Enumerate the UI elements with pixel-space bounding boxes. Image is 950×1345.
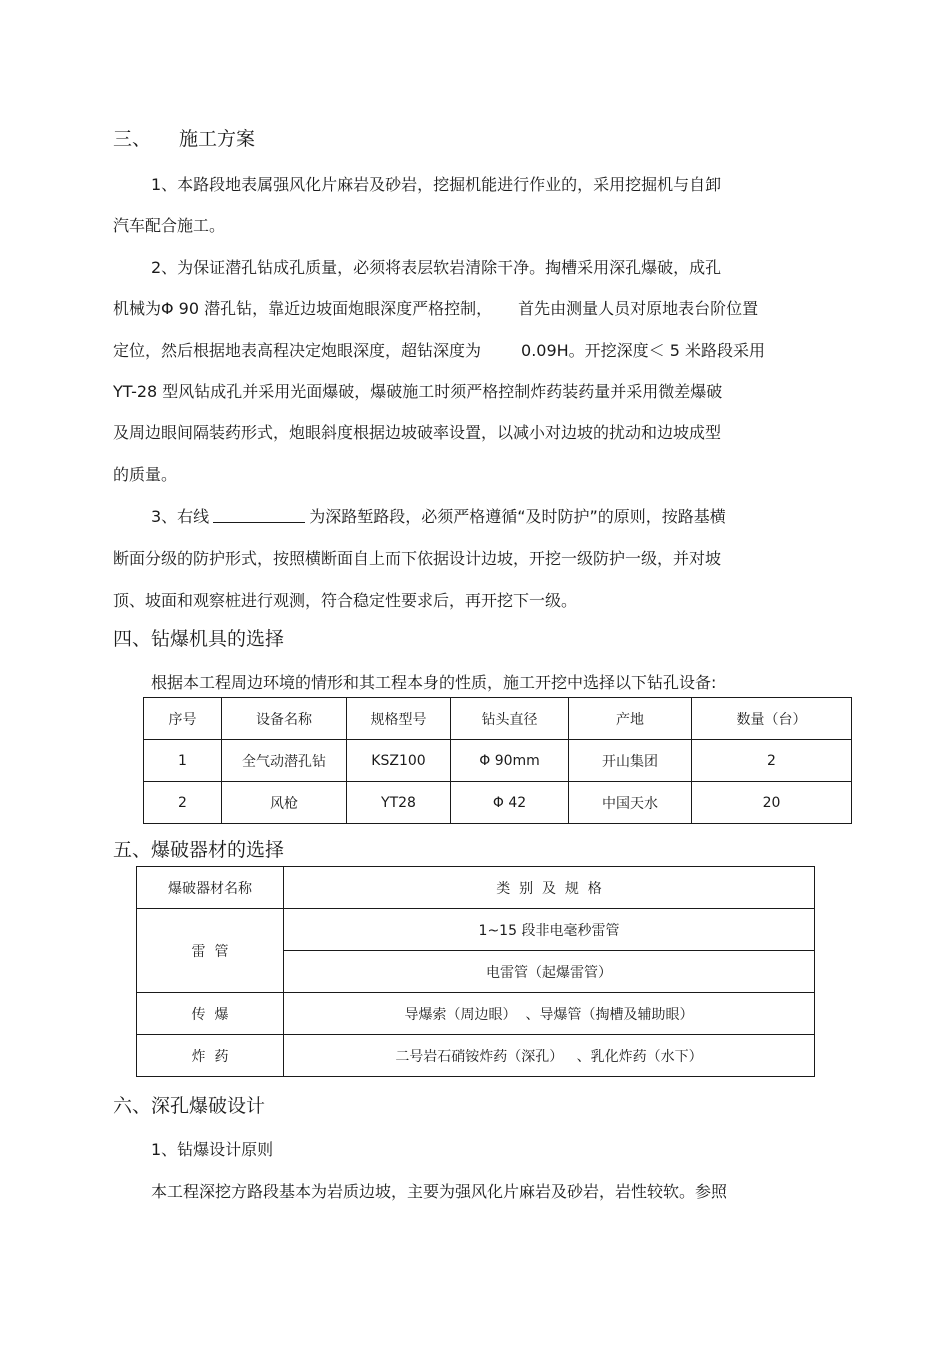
cell-index: 2	[144, 782, 222, 824]
s3-p3-line3: 顶、坡面和观察桩进行观测，符合稳定性要求后，再开挖下一级。	[113, 591, 578, 610]
section3-heading-text: 施工方案	[179, 128, 256, 150]
cell-origin: 中国天水	[569, 782, 692, 824]
table-row	[144, 740, 852, 782]
cell-explosive-spec: 二号岩石硝铵炸药（深孔） 、乳化炸药（水下）	[284, 1035, 815, 1077]
s3-p2-line1: 2、为保证潜孔钻成孔质量，必须将表层软岩清除干净。掏槽采用深孔爆破，成孔	[151, 258, 722, 277]
table-header-row	[137, 867, 815, 909]
s3-p3-line2: 断面分级的防护形式，按照横断面自上而下依据设计边坡，开挖一级防护一级，并对坡	[113, 549, 722, 568]
cell-explosive: 炸 药	[137, 1035, 284, 1077]
s3-p2-line5: 及周边眼间隔装药形式，炮眼斜度根据边坡破率设置，以减小对边坡的扰动和边坡成型	[113, 423, 722, 442]
section6-p1: 本工程深挖方路段基本为岩质边坡，主要为强风化片麻岩及砂岩，岩性较软。参照	[151, 1182, 728, 1201]
header-category-spec: 类 别 及 规 格	[284, 867, 815, 909]
section6-heading: 六、深孔爆破设计	[113, 1095, 266, 1117]
section5-heading: 五、爆破器材的选择	[113, 839, 285, 861]
cell-equipment: 风枪	[222, 782, 347, 824]
cell-transmission-spec: 导爆索（周边眼） 、导爆管（掏槽及辅助眼）	[284, 993, 815, 1035]
table-row	[144, 782, 852, 824]
s3-p3-line1b: 为深路堑路段，必须严格遵循“及时防护”的原则，按路基横	[309, 507, 726, 526]
cell-bit-diameter: Φ 90mm	[451, 740, 569, 782]
s3-p3-line1a: 3、右线	[151, 507, 210, 526]
section4-intro: 根据本工程周边环境的情形和其工程本身的性质，施工开挖中选择以下钻孔设备:	[151, 673, 717, 692]
section6-sub1: 1、钻爆设计原则	[151, 1140, 274, 1159]
s3-p2-line3	[113, 340, 765, 362]
header-material-name: 爆破器材名称	[137, 867, 284, 909]
header-cell: 数量（台）	[692, 698, 852, 740]
s3-p2-line4: YT-28 型风钻成孔并采用光面爆破，爆破施工时须严格控制炸药装药量并采用微差爆破	[113, 382, 723, 401]
header-cell: 设备名称	[222, 698, 347, 740]
cell-quantity: 2	[692, 740, 852, 782]
s3-p2-line2a: 机械为Φ 90 潜孔钻，靠近边坡面炮眼深度严格控制，	[113, 299, 493, 318]
header-cell: 规格型号	[347, 698, 451, 740]
header-cell: 产地	[569, 698, 692, 740]
s3-p2-line2	[113, 298, 758, 320]
header-cell: 钻头直径	[451, 698, 569, 740]
cell-bit-diameter: Φ 42	[451, 782, 569, 824]
cell-transmission: 传 爆	[137, 993, 284, 1035]
s3-p2-line3a: 定位，然后根据地表高程决定炮眼深度，超钻深度为	[113, 341, 482, 360]
cell-index: 1	[144, 740, 222, 782]
cell-detonator: 雷 管	[137, 909, 284, 993]
drilling-equipment-table	[143, 697, 852, 824]
fill-in-blank	[213, 507, 305, 523]
cell-quantity: 20	[692, 782, 852, 824]
blasting-materials-table	[136, 866, 815, 1077]
table-row	[137, 1035, 815, 1077]
s3-p1-line2: 汽车配合施工。	[113, 216, 226, 235]
s3-p1-line1: 1、本路段地表属强风化片麻岩及砂岩，挖掘机能进行作业的，采用挖掘机与自卸	[151, 175, 722, 194]
cell-model: YT28	[347, 782, 451, 824]
s3-p2-line2b: 首先由测量人员对原地表台阶位置	[518, 299, 759, 318]
cell-detonator-spec-2: 电雷管（起爆雷管）	[284, 951, 815, 993]
header-cell: 序号	[144, 698, 222, 740]
cell-detonator-spec-1: 1~15 段非电毫秒雷管	[284, 909, 815, 951]
cell-equipment: 全气动潜孔钻	[222, 740, 347, 782]
section4-heading: 四、钻爆机具的选择	[113, 628, 285, 650]
s3-p3-line1	[151, 506, 726, 528]
s3-p2-line3b: 0.09H。开挖深度＜ 5 米路段采用	[521, 341, 766, 360]
table-header-row	[144, 698, 852, 740]
cell-model: KSZ100	[347, 740, 451, 782]
table-row	[137, 993, 815, 1035]
table-row	[137, 909, 815, 951]
cell-origin: 开山集团	[569, 740, 692, 782]
section3-heading	[113, 128, 255, 150]
section3-heading-num: 三、	[113, 128, 152, 150]
s3-p2-line6: 的质量。	[113, 465, 178, 484]
